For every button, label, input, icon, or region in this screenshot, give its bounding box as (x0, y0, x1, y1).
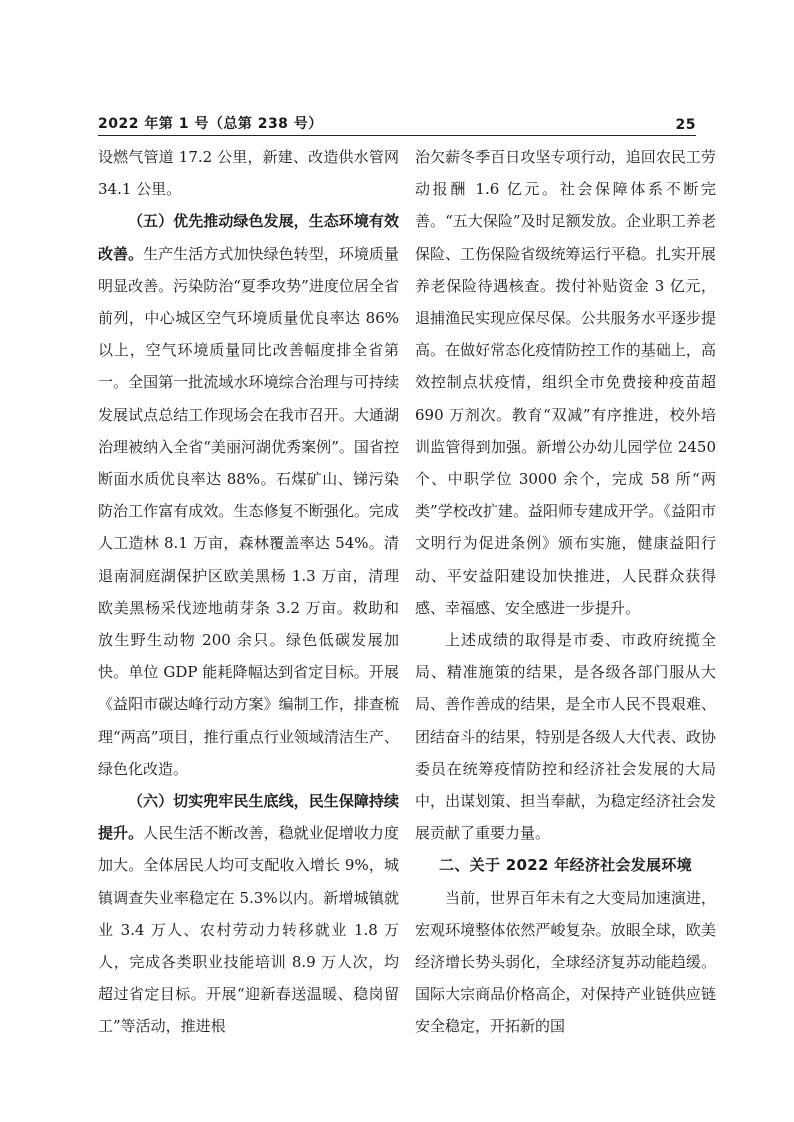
page-header (98, 112, 696, 136)
paragraph-environment: 当前，世界百年未有之大变局加速演进，宏观环境整体依然严峻复杂。放眼全球，欧美经济增长势头弱化，全球经济复苏动能趋缓。国际大宗商品价格高企，对保持产业链供应链安全稳定，开拓新的国 (415, 888, 716, 1036)
subsection-heading-5: （五）优先推动绿色发展，生态环境有效改善。 (98, 212, 399, 263)
right-column (415, 141, 716, 1043)
paragraph-body: 人民生活不断改善，稳就业促增收力度加大。全体居民人均可支配收入增长 9%，城镇调查失业率稳定在 5.3%以内。新增城镇就业 3.4 万人、农村劳动力转移就业 1.8 万人，完成各类职业技能培训 8.9 万人次，均超过省定目标。开展“迎新春送温暖、稳岗留工”等活动，推进根 (98, 824, 399, 1036)
issue-label: 2022 年第 1 号（总第 238 号） (98, 116, 323, 132)
paragraph-pipeline: 设燃气管道 17.2 公里，新建、改造供水管网 34.1 公里。 (98, 148, 399, 199)
left-column (98, 141, 399, 1043)
paragraph-achievements-summary: 上述成绩的取得是市委、市政府统揽全局、精准施策的结果，是各级各部门服从大局、善作善成的结果，是全市人民不畏艰难、团结奋斗的结果，特别是各级人大代表、政协委员在统筹疫情防控和经济社会发展的大局中，出谋划策、担当奉献，为稳定经济社会发展贡献了重要力量。 (415, 631, 716, 843)
paragraph-wages-social-security: 治欠薪冬季百日攻坚专项行动，追回农民工劳动报酬 1.6 亿元。社会保障体系不断完善。“五大保险”及时足额发放。企业职工养老保险、工伤保险省级统筹运行平稳。扎实开展养老保险待遇核查。拨付补贴资金 3 亿元，退捕渔民实现应保尽保。公共服务水平逐步提高。在做好常态化疫情防控工作的基础上，高效控制点状疫情，组织全市免费接种疫苗超 690 万剂次。教育“双减”有序推进，校外培训监管得到加强。新增公办幼儿园学位 2450 个、中职学位 3000 余个，完成 58 所“两类”学校改扩建。益阳师专建成开学。《益阳市文明行为促进条例》颁布实施，健康益阳行动、平安益阳建设加快推进，人民群众获得感、幸福感、安全感进一步提升。 (415, 148, 716, 617)
section-title: 二、关于 2022 年经济社会发展环境 (439, 856, 692, 875)
page-number: 25 (675, 117, 696, 133)
paragraph-livelihood (98, 785, 399, 1043)
subsection-heading-6: （六）切实兜牢民生底线，民生保障持续提升。 (98, 792, 399, 843)
paragraph-green-development (98, 205, 399, 785)
paragraph-body: 生产生活方式加快绿色转型，环境质量明显改善。污染防治“夏季攻势”进度位居全省前列，中心城区空气环境质量优良率达 86%以上，空气环境质量同比改善幅度排全省第一。全国第一批流域水环境综合治理与可持续发展试点总结工作现场会在我市召开。大通湖治理被纳入全省“美丽河湖优秀案例”。国省控断面水质优良率达 88%。石煤矿山、锑污染防治工作富有成效。生态修复不断强化。完成人工造林 8.1 万亩，森林覆盖率达 54%。清退南洞庭湖保护区欧美黑杨 1.3 万亩，清理欧美黑杨采伐迹地萌芽条 3.2 万亩。救助和放生野生动物 200 余只。绿色低碳发展加快。单位 GDP 能耗降幅达到省定目标。开展《益阳市碳达峰行动方案》编制工作，排查梳理“两高”项目，推行重点行业领域清洁生产、绿色化改造。 (98, 244, 399, 778)
